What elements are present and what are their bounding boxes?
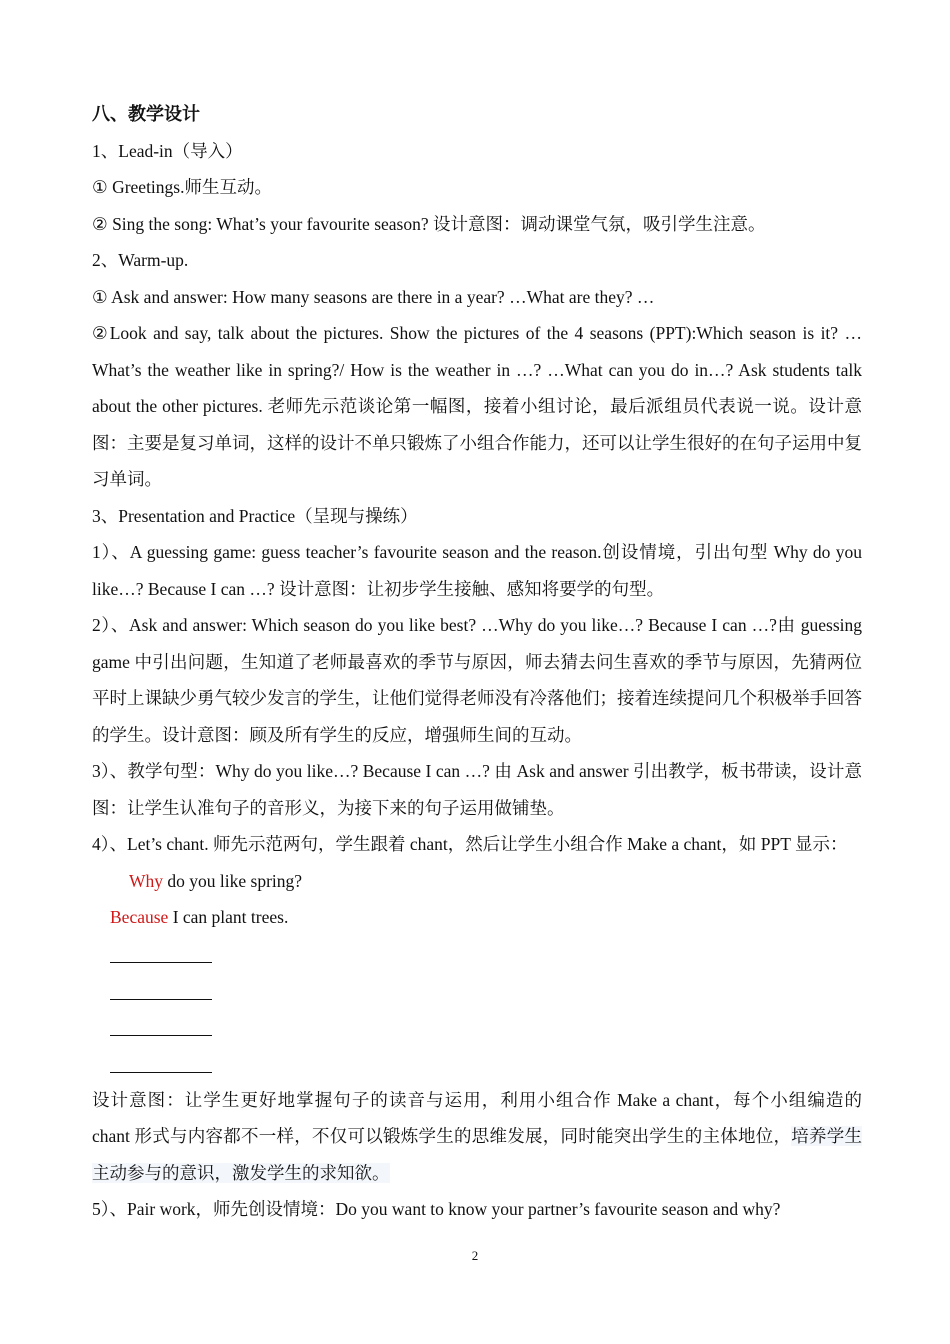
chant-blank-line <box>110 1009 212 1046</box>
warmup-title: 2、Warm-up. <box>92 250 189 270</box>
presentation-item-2: 2）、Ask and answer: Which season do you like best? …Why do you like…? Because I can …?由 guessing game 中引出问题，生知道了老师最喜欢的季节与原因，师去猜去问生喜欢的季节与原因，先猜两位平时上课缺少勇气较少发言的学生，让他们觉得老师没有冷落他们；接着连续提问几个积极举手回答的学生。设计意图：顾及所有学生的反应，增强师生间的互动。 <box>92 615 862 745</box>
design-intent-text: 设计意图：让学生更好地掌握句子的读音与运用，利用小组合作 Make a chant，每个小组编造的 chant 形式与内容都不一样，不仅可以锻炼学生的思维发展，同时能突出学生的主体地位， <box>92 1089 862 1146</box>
chant-keyword-why: Why <box>129 870 164 891</box>
section-title: 八、教学设计 <box>92 104 200 124</box>
leadin-item-1: ① Greetings.师生互动。 <box>92 177 272 197</box>
chant-blank-line <box>110 972 212 1009</box>
presentation-item-1: 1）、A guessing game: guess teacher’s favourite season and the reason.创设情境，引出句型 Why do you like…? Because I can …? 设计意图：让初步学生接触、感知将要学的句型。 <box>92 542 862 599</box>
warmup-item-1: ① Ask and answer: How many seasons are there in a year? …What are they? … <box>92 286 655 307</box>
design-intent-paragraph <box>92 1082 862 1192</box>
chant-line-1 <box>92 863 862 900</box>
presentation-item-3: 3）、教学句型：Why do you like…? Because I can …? 由 Ask and answer 引出教学，板书带读，设计意图：让学生认准句子的音形义，为接下来的句子运用做铺垫。 <box>92 761 862 818</box>
warmup-item-2: ②Look and say, talk about the pictures. Show the pictures of the 4 seasons (PPT):Which season is it? …What’s the weather like in spring?/ How is the weather in …? …What can you do in…? Ask students talk about the other pictures. 老师先示范谈论第一幅图，接着小组讨论，最后派组员代表说一说。设计意图：主要是复习单词，这样的设计不单只锻炼了小组合作能力，还可以让学生很好的在句子运用中复习单词。 <box>92 323 862 489</box>
leadin-title: 1、Lead-in（导入） <box>92 140 243 161</box>
page-number: 2 <box>471 1248 479 1263</box>
chant-line-2-text: I can plant trees. <box>168 907 289 927</box>
leadin-item-2: ② Sing the song: What’s your favourite season? 设计意图：调动课堂气氛，吸引学生注意。 <box>92 213 766 234</box>
chant-keyword-because: Because <box>110 907 169 927</box>
chant-line-1-text: do you like spring? <box>163 870 303 891</box>
design-intent-highlight: 培养学生主动参与的意识，激发学生的求知欲。 <box>92 1126 862 1183</box>
presentation-item-4: 4）、Let’s chant. 师先示范两句，学生跟着 chant，然后让学生小组合作 Make a chant，如 PPT 显示： <box>92 834 848 854</box>
chant-blank-line <box>110 936 212 973</box>
chant-blank-line <box>110 1045 212 1082</box>
presentation-title: 3、Presentation and Practice（呈现与操练） <box>92 505 418 526</box>
pair-work-item: 5）、Pair work，师先创设情境：Do you want to know your partner’s favourite season and why? <box>92 1199 781 1219</box>
document-page <box>92 96 862 1228</box>
chant-line-2 <box>92 899 862 936</box>
